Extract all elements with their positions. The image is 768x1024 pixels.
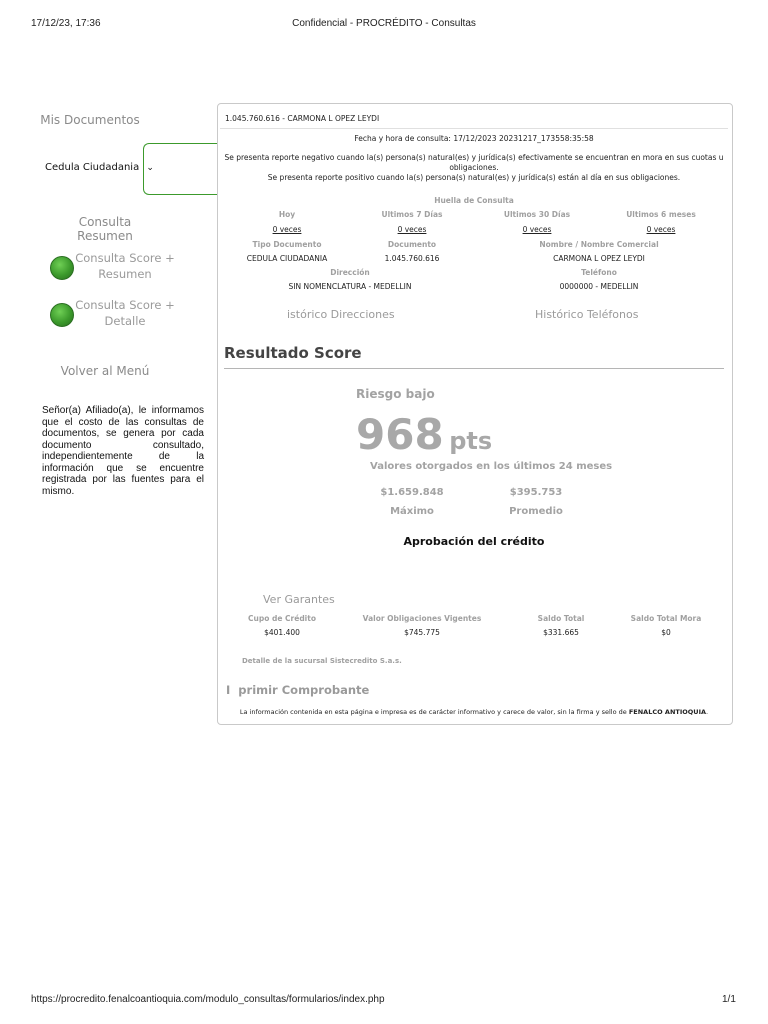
chevron-down-icon: ⌄ (146, 163, 154, 173)
huella-title: Huella de Consulta (434, 196, 514, 205)
score-detalle-line1: Consulta Score + (75, 298, 175, 312)
report-notice-negative: Se presenta reporte negativo cuando la(s) persona(s) natural(es) y jurídica(s) efectivamente se encuentran en mora en sus cuotas u obligaciones. (224, 153, 724, 172)
huella-value-30[interactable]: 0 veces (522, 225, 552, 234)
tipo-documento-value: CEDULA CIUDADANIA (246, 254, 328, 263)
maximo-value: $1.659.848 (380, 487, 444, 498)
huella-header-hoy: Hoy (278, 210, 296, 219)
historico-direcciones-link[interactable]: istórico Direcciones (287, 308, 395, 321)
valores-label: Valores otorgados en los últimos 24 meses (370, 461, 613, 472)
credit-value-saldo: $331.665 (543, 628, 579, 637)
report-notice (217, 153, 731, 183)
imprimir-comprobante-button[interactable]: I primir Comprobante (226, 683, 370, 697)
resultado-score-title: Resultado Score (224, 344, 362, 362)
huella-header-30: Ultimos 30 Días (503, 210, 571, 219)
historico-telefonos-link[interactable]: Histórico Teléfonos (535, 308, 639, 321)
document-type-select[interactable] (45, 162, 154, 173)
consulta-resumen-link[interactable]: Consulta Resumen (77, 215, 133, 243)
select-highlight-frame (143, 143, 224, 195)
direccion-label: Dirección (330, 268, 370, 277)
credit-header-obligaciones: Valor Obligaciones Vigentes (362, 614, 482, 623)
documento-value: 1.045.760.616 (384, 254, 440, 263)
ver-garantes-link[interactable]: Ver Garantes (263, 593, 335, 606)
promedio-label: Promedio (509, 506, 563, 517)
score-unit: pts (449, 427, 493, 455)
riesgo-label: Riesgo bajo (356, 387, 435, 401)
documento-label: Documento (387, 240, 437, 249)
consulta-score-detalle-button[interactable] (75, 297, 175, 329)
report-notice-positive: Se presenta reporte positivo cuando la(s) persona(s) natural(es) y jurídica(s) están al día en sus obligaciones. (267, 173, 681, 182)
consulta-score-resumen-button[interactable] (75, 250, 175, 282)
score-resumen-line2: Resumen (98, 267, 152, 281)
score-detalle-line2: Detalle (104, 314, 146, 328)
green-circle-icon[interactable] (50, 256, 74, 280)
direccion-value: SIN NOMENCLATURA - MEDELLIN (288, 282, 412, 291)
mis-documentos-link[interactable]: Mis Documentos (40, 113, 140, 127)
credit-value-obligaciones: $745.775 (404, 628, 440, 637)
report-id-line: 1.045.760.616 - CARMONA L OPEZ LEYDI (225, 114, 380, 123)
aprobacion-credito: Aprobación del crédito (403, 535, 545, 548)
huella-value-hoy[interactable]: 0 veces (272, 225, 302, 234)
divider (224, 368, 724, 369)
divider (220, 128, 728, 129)
credit-value-mora: $0 (661, 628, 671, 637)
score-display (356, 410, 492, 459)
print-datetime: 17/12/23, 17:36 (31, 18, 101, 29)
huella-header-7: Ultimos 7 Días (381, 210, 443, 219)
print-url: https://procredito.fenalcoantioquia.com/modulo_consultas/formularios/index.php (31, 994, 385, 1005)
fecha-consulta: Fecha y hora de consulta: 17/12/2023 20231217_173558:35:58 (354, 134, 594, 143)
credit-header-saldo: Saldo Total (537, 614, 585, 623)
nombre-label: Nombre / Nombre Comercial (539, 240, 659, 249)
credit-header-cupo: Cupo de Crédito (247, 614, 316, 623)
credit-value-cupo: $401.400 (264, 628, 300, 637)
disclaimer: La información contenida en esta página e impresa es de carácter informativo y carece de valor, sin la firma y sello de FENALCO ANTIOQUIA. (239, 708, 709, 716)
disclaimer-brand: FENALCO ANTIOQUIA (628, 708, 707, 716)
tipo-documento-label: Tipo Documento (252, 240, 322, 249)
sucursal-detail: Detalle de la sucursal Sistecredito S.a.s. (242, 657, 402, 665)
credit-header-mora: Saldo Total Mora (630, 614, 702, 623)
green-circle-icon[interactable] (50, 303, 74, 327)
document-type-value: Cedula Ciudadania (45, 162, 140, 173)
cost-notice: Señor(a) Afiliado(a), le informamos que el costo de las consultas de documentos, se genera por cada documento consultado, independientemente de la información que se encuentre registrada por las fuentes para el mismo. (42, 405, 204, 497)
huella-header-6m: Ultimos 6 meses (626, 210, 696, 219)
score-resumen-line1: Consulta Score + (75, 251, 175, 265)
huella-value-6m[interactable]: 0 veces (646, 225, 676, 234)
disclaimer-text: La información contenida en esta página e impresa es de carácter informativo y carece de valor, sin la firma y sello de (239, 708, 627, 716)
maximo-label: Máximo (390, 506, 434, 517)
nombre-value: CARMONA L OPEZ LEYDI (553, 254, 645, 263)
promedio-value: $395.753 (509, 487, 563, 498)
score-value: 968 (356, 410, 444, 459)
telefono-label: Teléfono (581, 268, 617, 277)
huella-value-7[interactable]: 0 veces (397, 225, 427, 234)
print-title: Confidencial - PROCRÉDITO - Consultas (292, 18, 476, 29)
volver-menu-link[interactable]: Volver al Menú (60, 364, 150, 378)
telefono-value: 0000000 - MEDELLIN (559, 282, 639, 291)
print-page-number: 1/1 (722, 994, 736, 1005)
